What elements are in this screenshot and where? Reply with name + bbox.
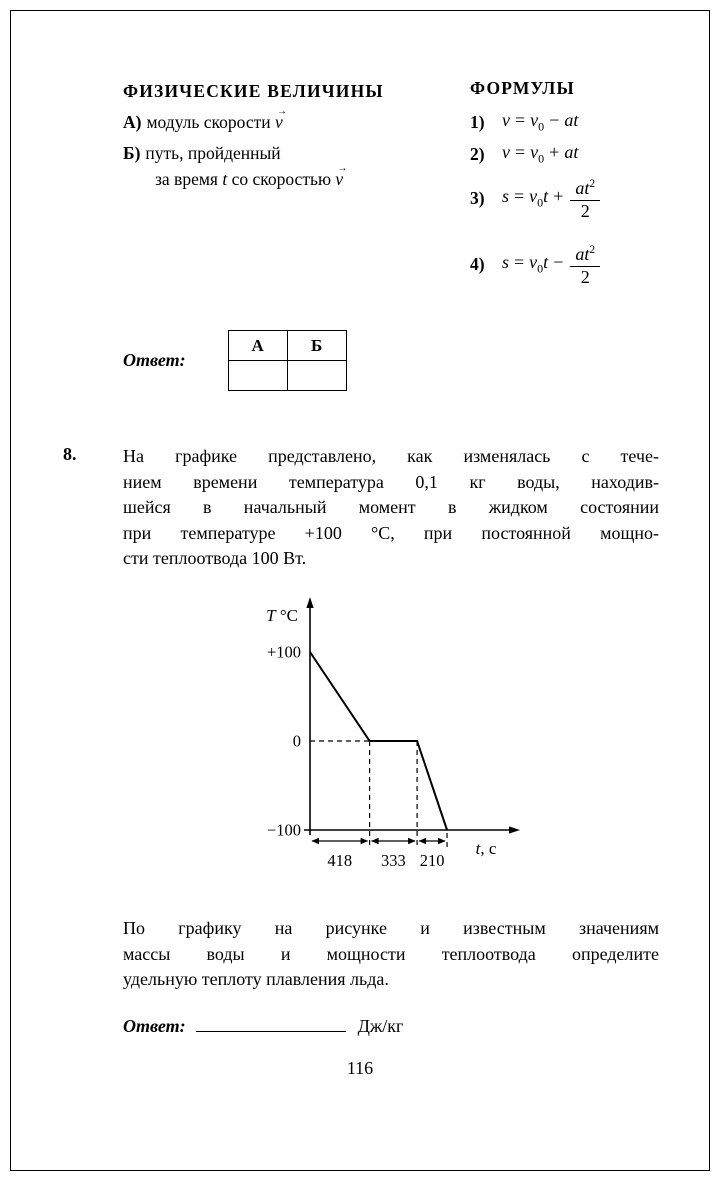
problem-number: 8. (63, 444, 77, 464)
svg-text:+100: +100 (266, 642, 301, 662)
answer-table-header-a: А (228, 331, 287, 361)
text-line: шейся в начальный момент в жидком состоянии (123, 497, 659, 517)
svg-text:−100: −100 (266, 820, 301, 840)
text-line: По графику на рисунке и известным значениям (123, 918, 659, 938)
item-b-text1: путь, пройденный (145, 143, 281, 163)
question-text (123, 916, 659, 993)
item-b-text2b: со скоростью (231, 169, 332, 189)
item-b-label: Б) (123, 143, 141, 163)
answer-blank[interactable] (196, 1012, 346, 1032)
text-line: удельную теплоту плавления льда. (123, 969, 389, 989)
vector-arrow-icon: → (276, 106, 287, 117)
svg-text:333: 333 (380, 851, 406, 870)
svg-text:418: 418 (327, 851, 353, 870)
item-a (123, 106, 453, 135)
formula-4: 4) $s = v_0t$ − $\frac{at^2}{2}$ (470, 240, 600, 288)
formula-3: 3) $s = v_0t$ + $\frac{at^2}{2}$ (470, 174, 600, 222)
y-axis-title: T °C (266, 606, 298, 625)
formula-2: 2) $v = v_0$ + at (470, 142, 579, 166)
x-axis-title: t, c (475, 839, 497, 858)
problem-text (123, 444, 659, 572)
item-b-line2 (123, 163, 453, 192)
text-line: массы воды и мощности теплоотвода определите (123, 943, 659, 964)
vector-arrow-icon: → (337, 163, 348, 174)
cooling-graph-figure (240, 590, 540, 890)
page-number: 116 (346, 1058, 374, 1078)
velocity-vector-symbol: v → (335, 166, 343, 192)
svg-text:210: 210 (419, 851, 445, 870)
velocity-vector-symbol: v → (275, 109, 283, 135)
interval-arrows (312, 838, 446, 844)
dashed-guides (310, 741, 447, 848)
fraction: $\frac{at^2}{2}$ (570, 240, 600, 288)
answer-unit: Дж/кг (357, 1015, 404, 1036)
svg-text:0: 0 (292, 731, 301, 751)
answer-table-cell-a[interactable] (228, 361, 287, 391)
item-b-text2a: за время (155, 169, 218, 189)
answer-table-header-b: Б (287, 331, 346, 361)
answer-table (228, 330, 347, 391)
axes (304, 597, 520, 835)
quantities-column (123, 78, 453, 192)
text-line: при температуре +100 °С, при постоянной мощно- (123, 522, 659, 543)
quantities-header: ФИЗИЧЕСКИЕ ВЕЛИЧИНЫ (123, 81, 384, 101)
final-answer-label: Ответ: (123, 1015, 186, 1036)
answer-label: Ответ: (123, 350, 186, 370)
answer-table-cell-b[interactable] (287, 361, 346, 391)
formulas-header: ФОРМУЛЫ (470, 78, 575, 98)
text-line: На графике представлено, как изменялась с тече- (123, 446, 659, 466)
problem-8 (63, 444, 660, 572)
item-a-label: А) (123, 112, 142, 132)
item-b-line1 (123, 140, 453, 166)
formulas-column (470, 78, 670, 287)
matching-answer-block (123, 330, 347, 391)
final-answer-line (123, 1012, 403, 1037)
tick-labels (267, 643, 445, 871)
time-symbol: t (222, 169, 228, 189)
formula-1: 1) $v = v_0$ − at (470, 110, 579, 134)
text-line: нием времени температура 0,1 кг воды, находив- (123, 471, 659, 492)
fraction: $\frac{at^2}{2}$ (570, 174, 600, 222)
item-a-text: модуль скорости (146, 112, 271, 132)
text-line: сти теплоотвода 100 Вт. (123, 548, 307, 568)
cooling-graph (240, 590, 540, 890)
